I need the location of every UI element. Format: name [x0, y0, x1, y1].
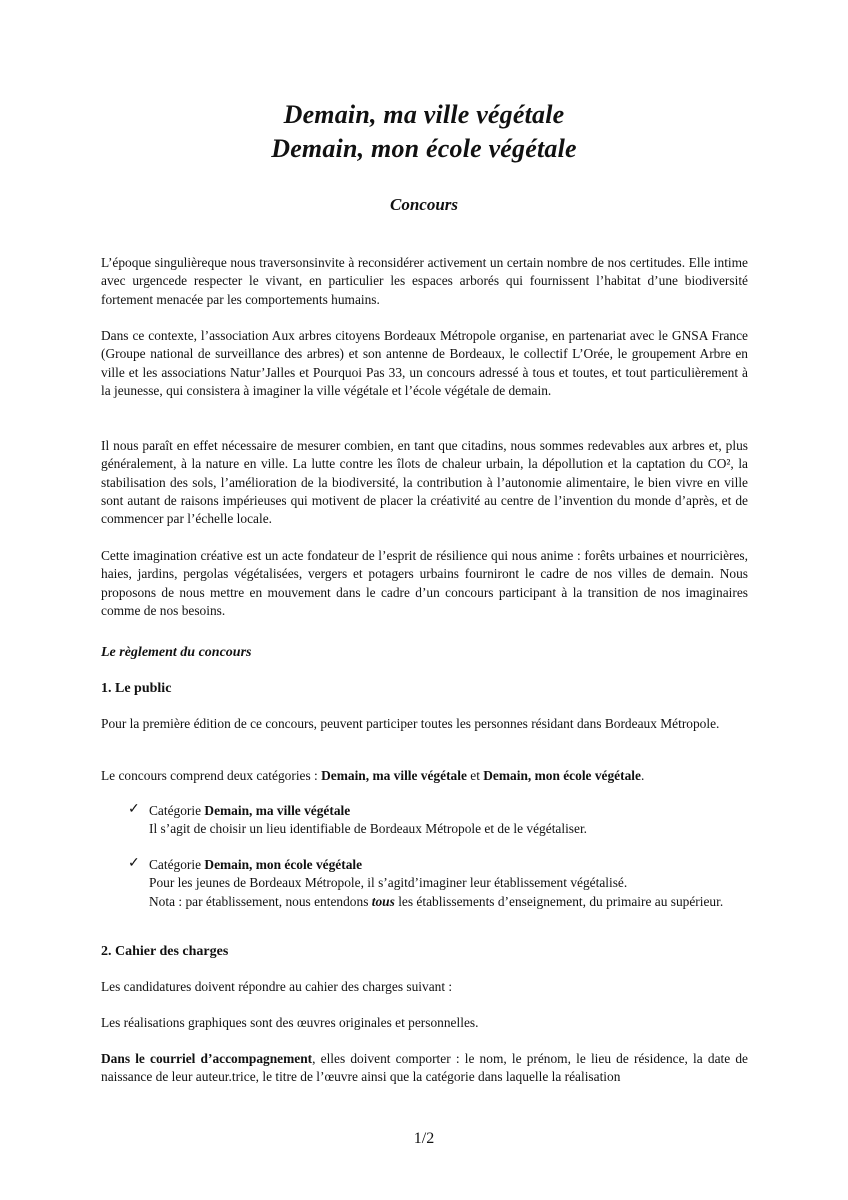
checkmark-icon: ✓: [128, 802, 140, 817]
category-1-prefix: Catégorie: [149, 803, 205, 818]
section-1-paragraph-2: [101, 767, 748, 785]
category-1-name: Demain, ma ville végétale: [204, 803, 351, 818]
email-requirement-lead: Dans le courriel d’accompagnement: [101, 1051, 313, 1066]
page-number: 1/2: [413, 1130, 435, 1147]
category-1-description: Il s’agit de choisir un lieu identifiable de Bordeaux Métropole et de le végétaliser.: [149, 821, 588, 837]
intro-paragraph-4: Cette imagination créative est un acte fondateur de l’esprit de résilience qui nous anime : forêts urbaines et nourricières, haies, jardins, pergolas végétalisées, vergers et potagers urbains fourniront le cadre de nos villes de demain. Nous proposons de nous mettre en mouvement dans le cadre d’un concours participant à la transition de nos imaginaires comme de nos besoins.: [101, 548, 748, 618]
section-2-paragraph-1: Les candidatures doivent répondre au cahier des charges suivant :: [101, 979, 453, 994]
category-2-description: Pour les jeunes de Bordeaux Métropole, il s’agitd’imaginer leur établissement végétalisé.: [149, 875, 628, 891]
section-2-paragraph-3: [101, 1050, 748, 1087]
section-1-heading: 1. Le public: [101, 681, 172, 696]
nota-emphasis: tous: [371, 893, 395, 909]
nota-rest: les établissements d’enseignement, du primaire au supérieur.: [394, 893, 724, 909]
category-1-item: [149, 802, 749, 839]
category-2-name: Demain, mon école végétale: [204, 857, 363, 872]
categories-end-text: .: [640, 768, 645, 783]
category-2-title: [149, 856, 749, 874]
email-requirement-text: , elles doivent comporter : le nom, le prénom, le lieu de résidence, la date de naissance de leur auteur.trice, le titre de l’œuvre ainsi que la catégorie dans laquelle la réalisation: [101, 1051, 748, 1085]
section-2-heading: 2. Cahier des charges: [101, 944, 229, 959]
document-title-line2: Demain, mon école végétale: [271, 134, 577, 163]
document-title-line1: Demain, ma ville végétale: [283, 100, 565, 129]
section-1-paragraph-1: Pour la première édition de ce concours, peuvent participer toutes les personnes résidant dans Bordeaux Métropole.: [101, 716, 720, 731]
intro-paragraph-2: Dans ce contexte, l’association Aux arbres citoyens Bordeaux Métropole organise, en partenariat avec le GNSA France (Groupe national de surveillance des arbres) et son antenne de Bordeaux, le collectif L’Orée, le groupement Arbre en ville et les associations Natur’Jalles et Pourquoi Pas 33, un concours adressé à tous et toutes, et tout particulièrement à la jeunesse, qui consistera à imaginer la ville végétale et l’école végétale de demain.: [101, 328, 748, 398]
category-1-title: [149, 802, 749, 820]
intro-paragraph-3: Il nous paraît en effet nécessaire de mesurer combien, en tant que citadins, nous sommes redevables aux arbres et, plus généralement, à la nature en ville. La lutte contre les îlots de chaleur urbain, la dépollution et la captation du CO², la stabilisation des sols, l’amélioration de la biodiversité, la contribution à l’autonomie alimentaire, le bien vivre en ville sont autant de raisons impérieuses qui motivent de placer la créativité au centre de l’invention du monde d’après, et de commencer par l’échelle locale.: [101, 438, 748, 527]
nota-prefix: Nota : par établissement, nous entendons: [149, 893, 372, 909]
checkmark-icon: ✓: [128, 856, 140, 871]
categories-intro-text: Le concours comprend deux catégories :: [101, 768, 322, 783]
category-2-item: [149, 856, 749, 911]
category-name-ecole: Demain, mon école végétale: [483, 768, 641, 783]
rules-heading: Le règlement du concours: [101, 645, 252, 660]
category-2-prefix: Catégorie: [149, 857, 205, 872]
category-2-nota: [149, 893, 749, 911]
category-name-ville: Demain, ma ville végétale: [321, 768, 467, 783]
document-subtitle: Concours: [389, 195, 459, 214]
section-2-paragraph-2: Les réalisations graphiques sont des œuvres originales et personnelles.: [101, 1015, 479, 1030]
categories-and-text: et: [466, 768, 484, 783]
intro-paragraph-1: L’époque singulièreque nous traversonsinvite à reconsidérer activement un certain nombre de nos certitudes. Elle intime avec urgencede respecter le vivant, en particulier les espaces arborés qui fournissent l’habitat d’une biodiversité fortement menacée par les comportements humains.: [101, 255, 748, 307]
